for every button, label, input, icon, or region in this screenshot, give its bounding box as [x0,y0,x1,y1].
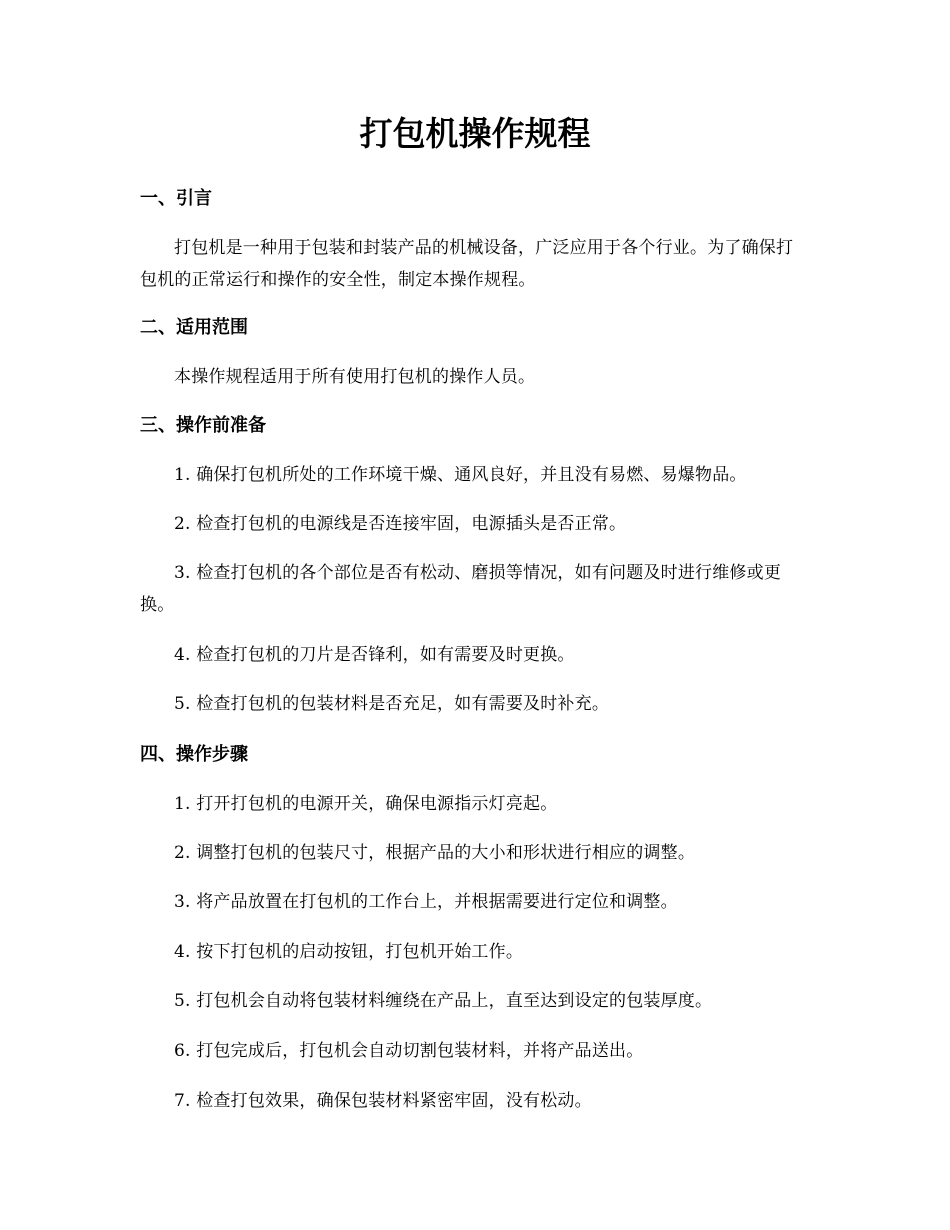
section-heading-steps: 四、操作步骤 [140,744,248,765]
list-item: 1. 确保打包机所处的工作环境干燥、通风良好，并且没有易燃、易爆物品。 [174,465,747,485]
list-item: 2. 检查打包机的电源线是否连接牢固，电源插头是否正常。 [174,514,627,534]
section-heading-scope: 二、适用范围 [140,317,248,338]
list-item: 4. 检查打包机的刀片是否锋利，如有需要及时更换。 [174,645,575,665]
list-item: 4. 按下打包机的启动按钮，打包机开始工作。 [174,942,524,962]
list-item: 3. 将产品放置在打包机的工作台上，并根据需要进行定位和调整。 [174,892,678,912]
list-item: 1. 打开打包机的电源开关，确保电源指示灯亮起。 [174,794,558,814]
list-item: 2. 调整打包机的包装尺寸，根据产品的大小和形状进行相应的调整。 [174,843,696,863]
list-item: 3. 检查打包机的各个部位是否有松动、磨损等情况，如有问题及时进行维修或更换。 [140,563,782,615]
list-item: 6. 打包完成后，打包机会自动切割包装材料，并将产品送出。 [174,1041,644,1061]
paragraph: 本操作规程适用于所有使用打包机的操作人员。 [174,367,536,387]
paragraph: 打包机是一种用于包装和封装产品的机械设备，广泛应用于各个行业。为了确保打包机的正常运行和操作的安全性，制定本操作规程。 [140,238,794,290]
list-item: 5. 打包机会自动将包装材料缠绕在产品上，直至达到设定的包装厚度。 [174,991,713,1011]
list-item: 7. 检查打包效果，确保包装材料紧密牢固，没有松动。 [174,1091,592,1111]
section-heading-preparation: 三、操作前准备 [140,415,266,436]
list-item: 5. 检查打包机的包装材料是否充足，如有需要及时补充。 [174,694,610,714]
document-title: 打包机操作规程 [359,114,591,153]
section-heading-introduction: 一、引言 [140,188,212,209]
